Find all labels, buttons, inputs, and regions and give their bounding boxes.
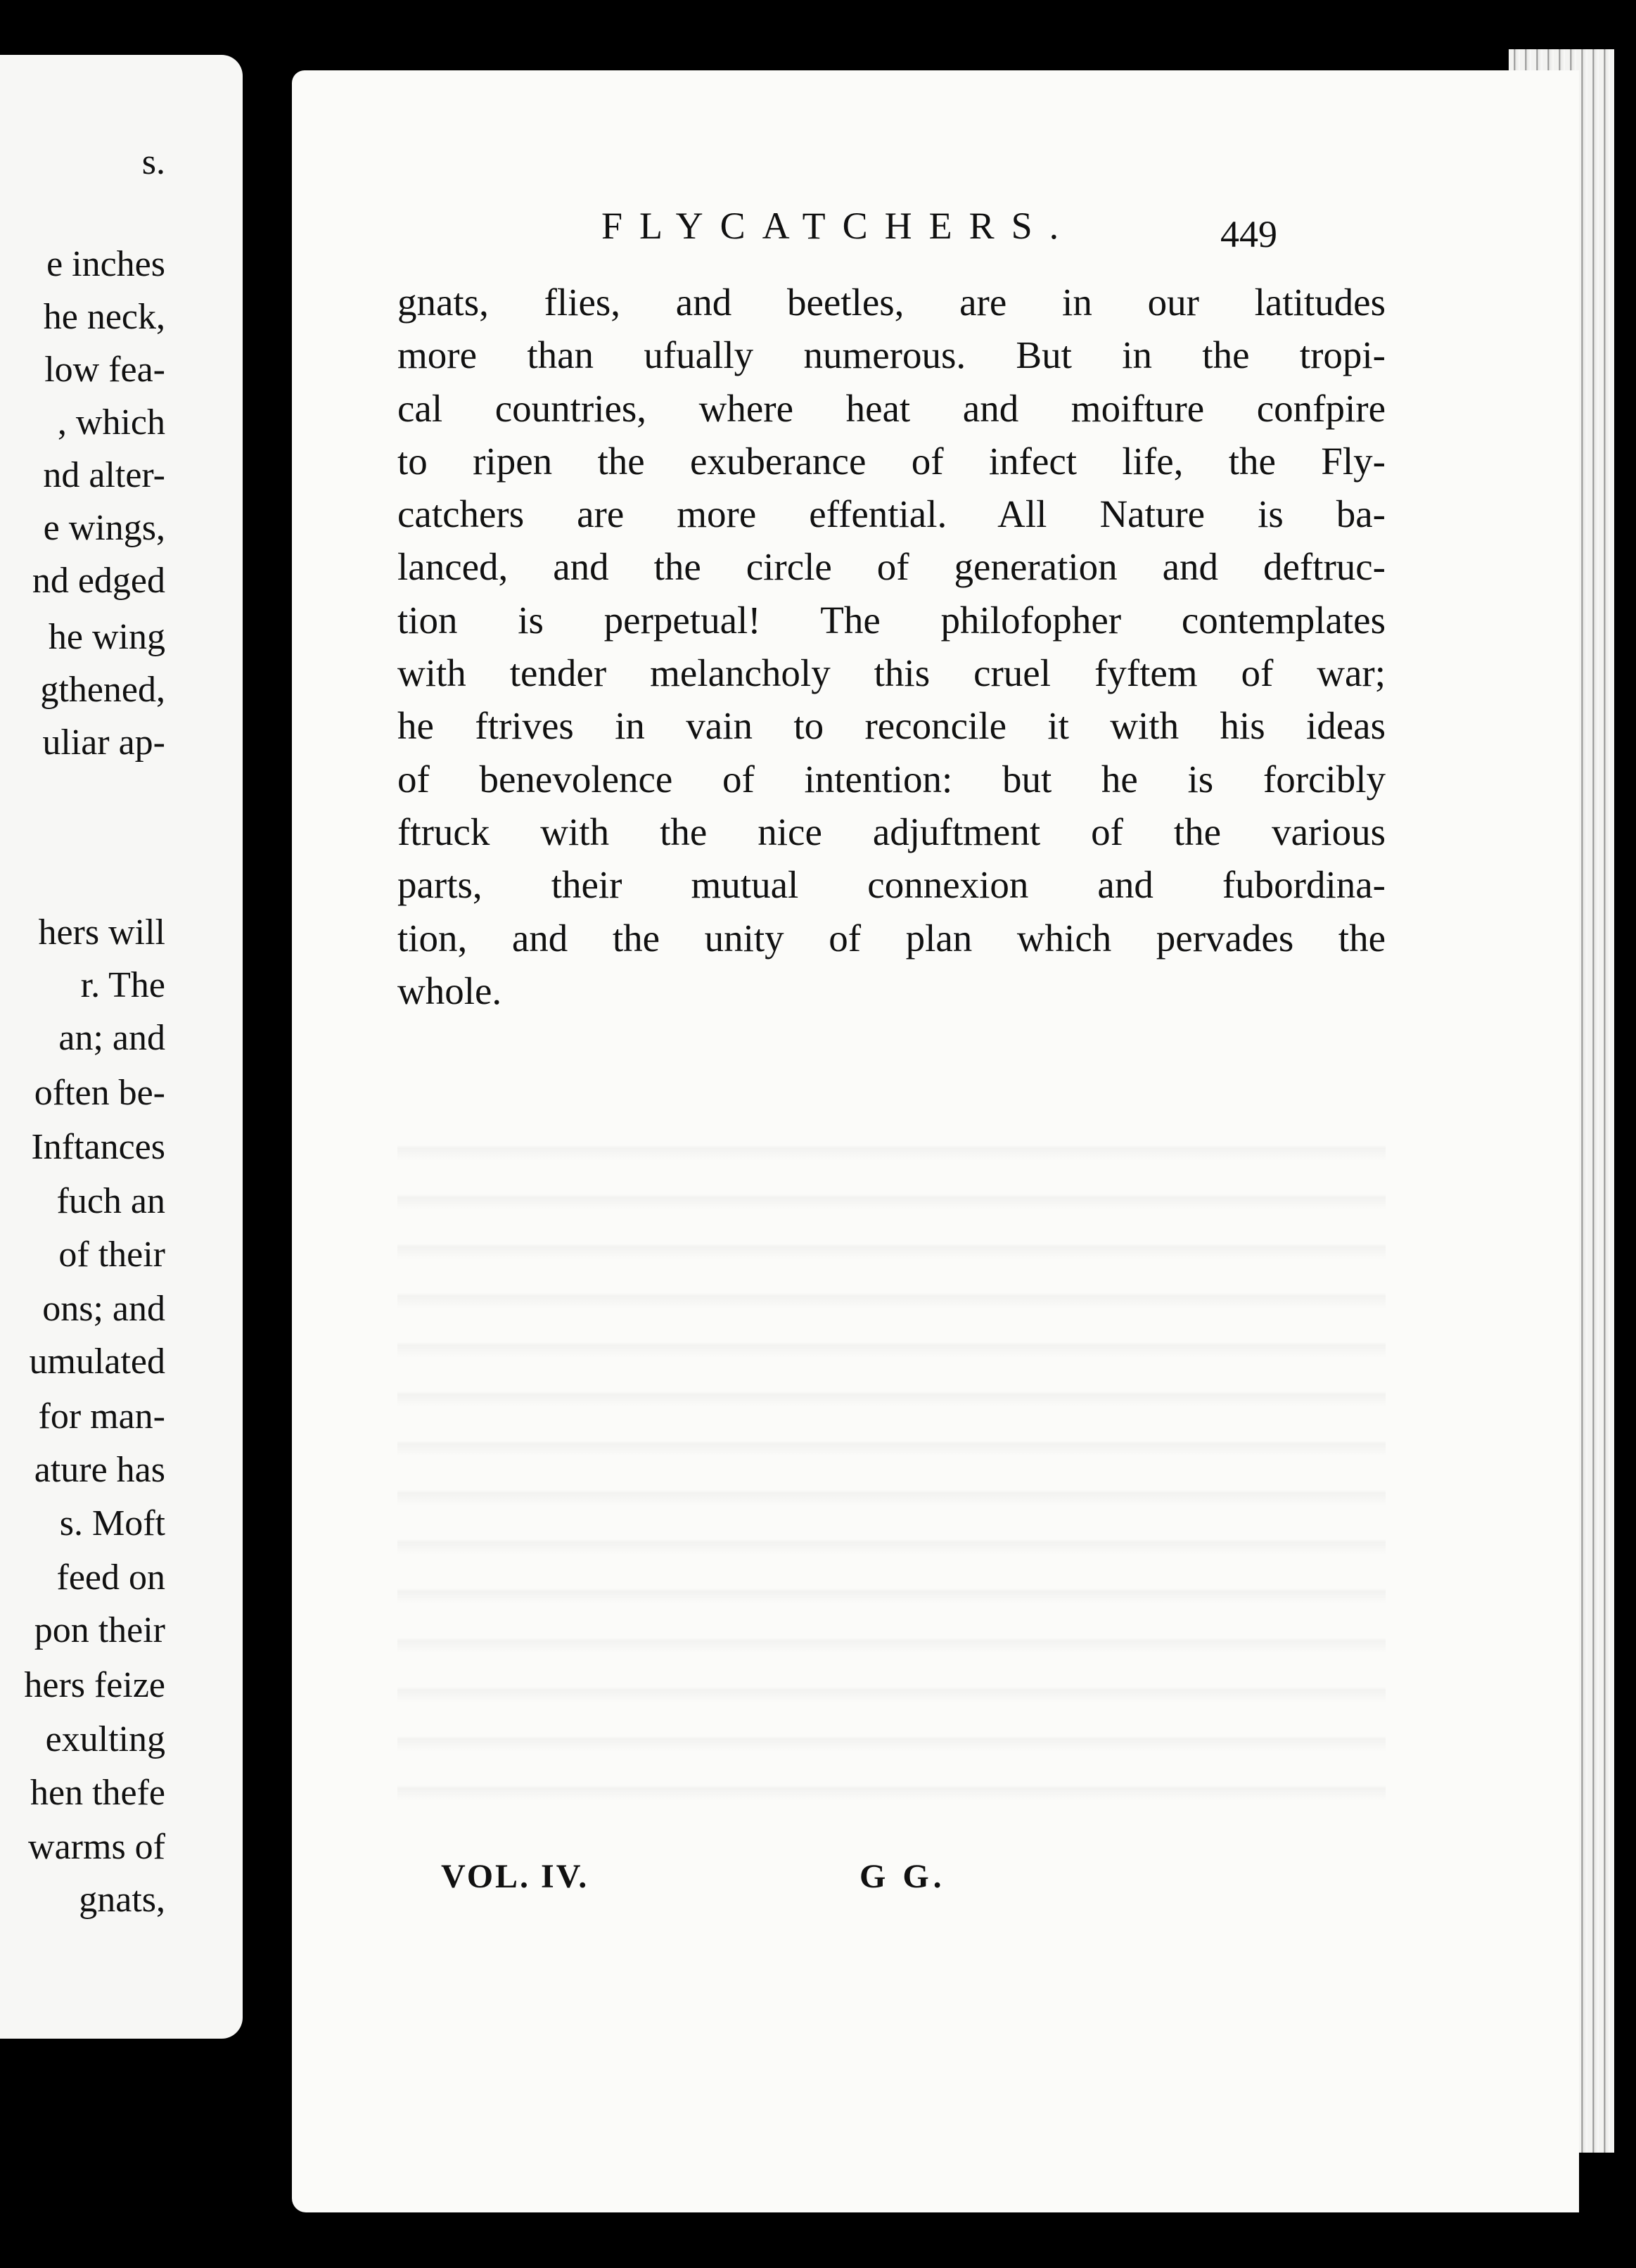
left-text-line: uliar ap- [42, 722, 165, 763]
left-text-line: , which [57, 402, 165, 442]
text-line: tion is perpetual! The philofopher contemplates [397, 598, 1386, 642]
left-page [0, 55, 243, 2039]
left-text-line: nd edged [32, 561, 165, 601]
left-text-line: often be- [34, 1073, 165, 1113]
left-text-line: ons; and [42, 1289, 165, 1329]
running-header: FLYCATCHERS. [601, 205, 1076, 247]
left-text-line: pon their [34, 1610, 165, 1650]
left-text-line: fuch an [56, 1181, 165, 1221]
left-text-line: e inches [46, 244, 165, 284]
left-text-line: ature has [34, 1450, 165, 1490]
left-text-line: feed on [56, 1557, 165, 1598]
left-text-line: s. Moft [59, 1503, 165, 1543]
left-text-line: exulting [45, 1719, 165, 1759]
text-line: with tender melancholy this cruel fyftem of war; [397, 651, 1386, 695]
text-line: to ripen the exuberance of infect life, the Fly- [397, 439, 1386, 483]
text-line: whole. [397, 969, 502, 1012]
body-text [397, 276, 1386, 1017]
text-line: tion, and the unity of plan which pervades the [397, 916, 1386, 960]
signature-mark: G G. [859, 1858, 946, 1895]
text-line: gnats, flies, and beetles, are in our latitudes [397, 281, 1386, 324]
left-text-line: hers feize [24, 1665, 165, 1705]
left-text-line: of their [58, 1235, 165, 1275]
text-line: of benevolence of intention: but he is forcibly [397, 757, 1386, 801]
left-text-line: s. [141, 142, 165, 182]
left-text-line: r. The [80, 965, 165, 1005]
left-text-line: warms of [28, 1827, 165, 1867]
text-line: ftruck with the nice adjuftment of the various [397, 810, 1386, 853]
left-text-line: he neck, [43, 297, 165, 337]
left-text-line: gnats, [79, 1880, 165, 1920]
text-line: cal countries, where heat and moifture confpire [397, 386, 1386, 430]
text-line: lanced, and the circle of generation and deftruc- [397, 545, 1386, 589]
left-text-line: he wing [48, 617, 165, 657]
page-number: 449 [1220, 213, 1277, 255]
left-text-line: hers will [38, 912, 165, 953]
show-through-bleed [397, 1111, 1386, 1815]
book-gutter [243, 42, 292, 2054]
left-text-line: an; and [58, 1018, 165, 1058]
text-line: catchers are more effential. All Nature is ba- [397, 492, 1386, 536]
left-text-line: umulated [29, 1342, 165, 1382]
left-text-line: for man- [38, 1396, 165, 1436]
right-page [292, 70, 1579, 2212]
left-text-line: e wings, [43, 508, 165, 548]
text-line: parts, their mutual connexion and fubordina- [397, 863, 1386, 907]
left-text-line: low fea- [44, 350, 165, 390]
left-text-line: nd alter- [43, 455, 165, 495]
left-text-line: gthened, [40, 670, 165, 710]
volume-marker: VOL. IV. [441, 1858, 589, 1895]
text-line: more than ufually numerous. But in the tropi- [397, 333, 1386, 377]
text-line: he ftrives in vain to reconcile it with his ideas [397, 704, 1386, 748]
left-text-line: Inftances [31, 1127, 165, 1167]
left-text-line: hen thefe [30, 1773, 165, 1813]
